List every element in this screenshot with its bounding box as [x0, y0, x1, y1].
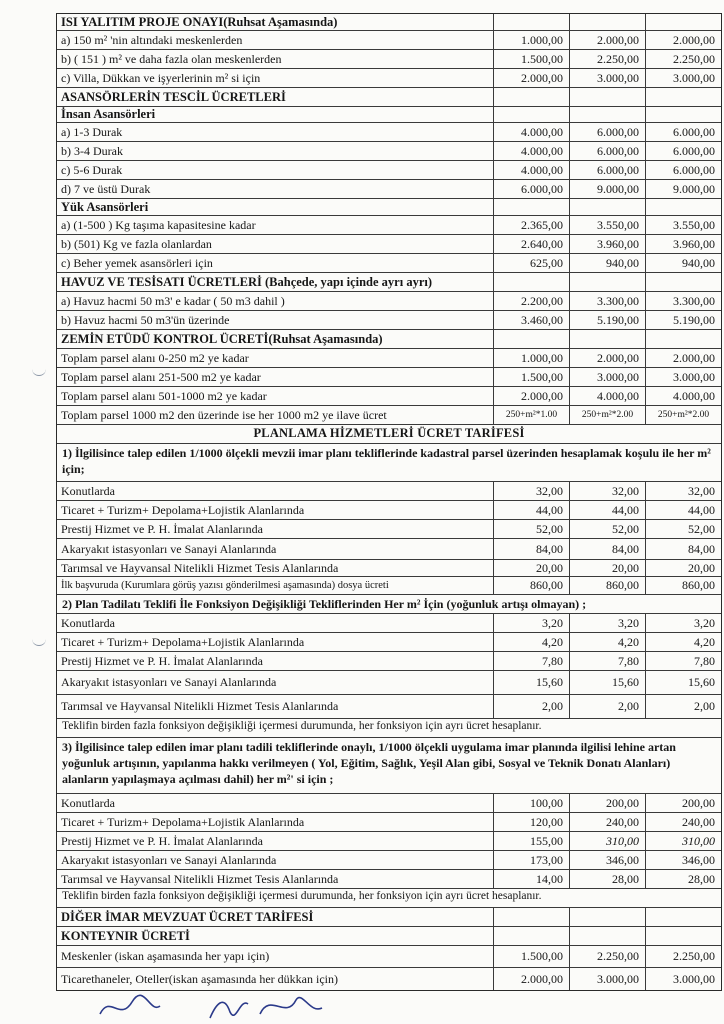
fee-row-label: Ticarethaneler, Oteller(iskan aşamasında her dükkan için)	[61, 971, 338, 986]
tariff-title	[57, 425, 721, 444]
fee-value-1: 7,80	[493, 652, 569, 670]
fee-value-3: 200,00	[645, 794, 721, 812]
fee-value-2: 3.000,00	[569, 368, 645, 386]
fee-row-label: Tarımsal ve Hayvansal Nitelikli Hizmet Tesis Alanlarında	[61, 699, 339, 713]
fee-value-1: 2,00	[493, 695, 569, 718]
fee-value-1: 52,00	[493, 520, 569, 538]
fee-row-label: c) Villa, Dükkan ve işyerlerinin m² si için	[61, 70, 261, 85]
fee-value-1: 1.500,00	[493, 50, 569, 68]
fee-value-3: 15,60	[645, 671, 721, 694]
fee-row	[57, 161, 721, 180]
section-heading	[57, 199, 721, 216]
empty-cell	[645, 107, 721, 122]
fee-value-1: 4.000,00	[493, 142, 569, 160]
fee-row-label: Toplam parsel alanı 501-1000 m2 ye kadar	[61, 388, 267, 403]
section-heading	[57, 273, 721, 292]
fee-value-1: 14,00	[493, 870, 569, 888]
empty-cell	[645, 14, 721, 30]
empty-cell	[645, 199, 721, 215]
fee-value-2: 5.190,00	[569, 311, 645, 329]
fee-row	[57, 69, 721, 88]
fee-row-label: Toplam parsel 1000 m2 den üzerinde ise her 1000 m2 ye ilave ücret	[61, 407, 387, 422]
fee-row-label: Akaryakıt istasyonları ve Sanayi Alanlarında	[61, 852, 277, 867]
fee-value-2: 6.000,00	[569, 142, 645, 160]
fee-value-3: 3.300,00	[645, 292, 721, 310]
fee-row	[57, 614, 721, 633]
fee-value-3: 250+m²*2.00	[645, 406, 721, 424]
fee-value-3: 3.550,00	[645, 216, 721, 234]
fee-row	[57, 387, 721, 406]
fee-row-label: c) Beher yemek asansörleri için	[61, 255, 213, 270]
section-heading-text: İnsan Asansörleri	[61, 107, 156, 121]
fee-value-1: 1.500,00	[493, 946, 569, 967]
fee-value-3: 6.000,00	[645, 123, 721, 141]
clause-paragraph	[57, 738, 721, 794]
fee-value-3: 28,00	[645, 870, 721, 888]
fee-value-2: 2.250,00	[569, 946, 645, 967]
fee-value-3: 2,00	[645, 695, 721, 718]
fee-row	[57, 539, 721, 560]
fee-row	[57, 813, 721, 832]
section-heading	[57, 107, 721, 123]
fee-value-2: 200,00	[569, 794, 645, 812]
fee-value-2: 860,00	[569, 577, 645, 594]
empty-cell	[569, 273, 645, 291]
clause-paragraph	[57, 595, 721, 614]
section-heading	[57, 927, 721, 946]
fee-row-label: b) (501) Kg ve fazla olanlardan	[61, 236, 212, 251]
fee-row	[57, 520, 721, 539]
fee-value-3: 44,00	[645, 501, 721, 519]
fee-row-label: Ticaret + Turizm+ Depolama+Lojistik Alanlarında	[61, 502, 305, 517]
fee-row-label: a) 150 m² 'nin altındaki meskenlerden	[61, 32, 243, 47]
fee-value-1: 1.000,00	[493, 349, 569, 367]
fee-value-3: 84,00	[645, 539, 721, 559]
fee-row	[57, 560, 721, 577]
fee-row-label: Akaryakıt istasyonları ve Sanayi Alanlarında	[61, 541, 277, 556]
fee-row	[57, 794, 721, 813]
fee-value-3: 2.250,00	[645, 50, 721, 68]
note-text: Teklifin birden fazla fonksiyon değişikliği içermesi durumunda, her fonksiyon için ayrı ücret hesaplanır.	[62, 890, 542, 902]
fee-value-3: 240,00	[645, 813, 721, 831]
section-heading	[57, 88, 721, 107]
note-row	[57, 889, 721, 908]
fee-value-1: 15,60	[493, 671, 569, 694]
empty-cell	[645, 330, 721, 348]
fee-tariff-table	[56, 13, 722, 991]
empty-cell	[569, 199, 645, 215]
fee-row	[57, 406, 721, 425]
punch-hole-mark	[32, 366, 46, 376]
fee-value-2: 15,60	[569, 671, 645, 694]
fee-value-1: 2.640,00	[493, 235, 569, 253]
fee-value-1: 625,00	[493, 254, 569, 272]
fee-row-label: Akaryakıt istasyonları ve Sanayi Alanlarında	[61, 675, 277, 689]
fee-value-2: 3,20	[569, 614, 645, 632]
fee-row-label: Tarımsal ve Hayvansal Nitelikli Hizmet Tesis Alanlarında	[61, 871, 339, 886]
fee-value-1: 2.000,00	[493, 968, 569, 990]
fee-value-1: 3,20	[493, 614, 569, 632]
fee-row	[57, 254, 721, 273]
fee-row-label: Prestij Hizmet ve P. H. İmalat Alanlarında	[61, 833, 263, 848]
fee-value-2: 44,00	[569, 501, 645, 519]
fee-value-2: 2,00	[569, 695, 645, 718]
section-heading	[57, 14, 721, 31]
section-heading	[57, 330, 721, 349]
fee-row-label: Ticaret + Turizm+ Depolama+Lojistik Alanlarında	[61, 814, 305, 829]
fee-value-2: 6.000,00	[569, 123, 645, 141]
fee-value-3: 5.190,00	[645, 311, 721, 329]
fee-value-3: 3.000,00	[645, 368, 721, 386]
empty-cell	[569, 88, 645, 106]
fee-value-1: 1.000,00	[493, 31, 569, 49]
fee-value-2: 2.250,00	[569, 50, 645, 68]
fee-value-2: 3.000,00	[569, 69, 645, 87]
fee-row	[57, 235, 721, 254]
fee-row	[57, 652, 721, 671]
fee-row	[57, 671, 721, 695]
fee-value-3: 3.960,00	[645, 235, 721, 253]
fee-value-1: 1.500,00	[493, 368, 569, 386]
empty-cell	[493, 107, 569, 122]
fee-row-label: Toplam parsel alanı 251-500 m2 ye kadar	[61, 369, 261, 384]
fee-row-label: Prestij Hizmet ve P. H. İmalat Alanlarında	[61, 521, 263, 536]
empty-cell	[493, 908, 569, 926]
fee-row-label: İlk başvuruda (Kurumlara görüş yazısı gönderilmesi aşamasında) dosya ücreti	[61, 580, 389, 591]
fee-value-2: 6.000,00	[569, 161, 645, 179]
fee-value-3: 3,20	[645, 614, 721, 632]
fee-value-1: 6.000,00	[493, 180, 569, 198]
fee-row	[57, 482, 721, 501]
fee-value-3: 6.000,00	[645, 142, 721, 160]
fee-value-2: 3.960,00	[569, 235, 645, 253]
fee-value-1: 2.000,00	[493, 387, 569, 405]
fee-row-label: Toplam parsel alanı 0-250 m2 ye kadar	[61, 350, 249, 365]
fee-row-label: a) Havuz hacmi 50 m3' e kadar ( 50 m3 dahil )	[61, 293, 285, 308]
empty-cell	[493, 199, 569, 215]
section-heading-text: ISI YALITIM PROJE ONAYI(Ruhsat Aşamasında)	[61, 14, 338, 29]
fee-row-label: c) 5-6 Durak	[61, 162, 123, 177]
fee-row-label: d) 7 ve üstü Durak	[61, 181, 151, 196]
fee-value-3: 2.000,00	[645, 349, 721, 367]
empty-cell	[569, 927, 645, 945]
fee-value-3: 52,00	[645, 520, 721, 538]
fee-value-2: 7,80	[569, 652, 645, 670]
punch-hole-mark	[32, 636, 46, 646]
empty-cell	[645, 927, 721, 945]
fee-value-2: 9.000,00	[569, 180, 645, 198]
fee-row-label: Konutlarda	[61, 615, 115, 630]
fee-value-3: 20,00	[645, 560, 721, 576]
empty-cell	[493, 14, 569, 30]
empty-cell	[645, 908, 721, 926]
section-heading-text: KONTEYNIR ÜCRETİ	[61, 928, 190, 943]
fee-value-3: 4.000,00	[645, 387, 721, 405]
empty-cell	[569, 107, 645, 122]
fee-value-2: 2.000,00	[569, 31, 645, 49]
fee-row	[57, 292, 721, 311]
empty-cell	[493, 927, 569, 945]
fee-value-3: 6.000,00	[645, 161, 721, 179]
fee-value-1: 20,00	[493, 560, 569, 576]
fee-row-label: Prestij Hizmet ve P. H. İmalat Alanlarında	[61, 653, 263, 668]
empty-cell	[493, 273, 569, 291]
fee-value-1: 250+m²*1.00	[493, 406, 569, 424]
fee-value-1: 100,00	[493, 794, 569, 812]
fee-row	[57, 180, 721, 199]
tariff-title-text: PLANLAMA HİZMETLERİ ÜCRET TARİFESİ	[253, 426, 525, 440]
fee-row-label: Tarımsal ve Hayvansal Nitelikli Hizmet Tesis Alanlarında	[61, 560, 339, 575]
clause-text: 1) İlgilisince talep edilen 1/1000 ölçekli mevzii imar planı tekliflerinde kadastral parsel üzerinden hesaplamak koşulu ile her m² için;	[62, 446, 711, 476]
fee-row	[57, 870, 721, 889]
fee-value-2: 346,00	[569, 851, 645, 869]
fee-value-1: 120,00	[493, 813, 569, 831]
fee-row-label: b) ( 151 ) m² ve daha fazla olan meskenlerden	[61, 51, 282, 66]
fee-value-1: 155,00	[493, 832, 569, 850]
fee-value-3: 2.000,00	[645, 31, 721, 49]
fee-value-3: 940,00	[645, 254, 721, 272]
fee-value-1: 2.000,00	[493, 69, 569, 87]
fee-row	[57, 946, 721, 968]
fee-row	[57, 349, 721, 368]
fee-row	[57, 311, 721, 330]
fee-value-1: 173,00	[493, 851, 569, 869]
section-heading-text: ZEMİN ETÜDÜ KONTROL ÜCRETİ(Ruhsat Aşamasında)	[61, 331, 383, 346]
section-heading-text: Yük Asansörleri	[61, 199, 149, 214]
fee-value-3: 346,00	[645, 851, 721, 869]
fee-row	[57, 216, 721, 235]
empty-cell	[493, 88, 569, 106]
fee-value-2: 3.550,00	[569, 216, 645, 234]
section-heading-text: ASANSÖRLERİN TESCİL ÜCRETLERİ	[61, 89, 286, 104]
note-row	[57, 719, 721, 738]
fee-value-3: 3.000,00	[645, 69, 721, 87]
fee-value-3: 310,00	[645, 832, 721, 850]
fee-row	[57, 31, 721, 50]
fee-value-1: 2.200,00	[493, 292, 569, 310]
fee-value-1: 4,20	[493, 633, 569, 651]
fee-value-1: 44,00	[493, 501, 569, 519]
fee-row-label: Konutlarda	[61, 483, 115, 498]
fee-value-2: 20,00	[569, 560, 645, 576]
fee-value-2: 310,00	[569, 832, 645, 850]
fee-row	[57, 50, 721, 69]
fee-value-1: 32,00	[493, 482, 569, 500]
fee-value-2: 32,00	[569, 482, 645, 500]
fee-row	[57, 368, 721, 387]
fee-value-2: 940,00	[569, 254, 645, 272]
fee-value-3: 7,80	[645, 652, 721, 670]
fee-value-2: 250+m²*2.00	[569, 406, 645, 424]
fee-value-1: 2.365,00	[493, 216, 569, 234]
fee-row-label: Ticaret + Turizm+ Depolama+Lojistik Alanlarında	[61, 634, 305, 649]
clause-text: 3) İlgilisince talep edilen imar planı tadili tekliflerinde onaylı, 1/1000 ölçekli uygulama imar planında ilgilisi lehine artan yoğunluk artışının, yapılanma hakkı verilmeyen ( Yol, Eğitim, Sağlık, Yeşil Alan gibi, Sosyal ve Teknik Donatı Alanları) alanların yapılaşmaya açılması dahil) her m²' si için ;	[62, 740, 676, 786]
signature-mark	[90, 984, 350, 1024]
fee-row	[57, 851, 721, 870]
fee-value-2: 4.000,00	[569, 387, 645, 405]
clause-text: 2) Plan Tadilatı Teklifi İle Fonksiyon Değişikliği Tekliflerinden Her m² İçin (yoğunluk artışı olmayan) ;	[62, 597, 587, 611]
fee-value-3: 4,20	[645, 633, 721, 651]
fee-value-1: 860,00	[493, 577, 569, 594]
fee-row-label: b) 3-4 Durak	[61, 143, 123, 158]
fee-row	[57, 577, 721, 595]
fee-row	[57, 123, 721, 142]
note-text: Teklifin birden fazla fonksiyon değişikliği içermesi durumunda, her fonksiyon için ayrı ücret hesaplanır.	[62, 720, 542, 732]
empty-cell	[569, 908, 645, 926]
fee-value-1: 4.000,00	[493, 161, 569, 179]
fee-value-2: 52,00	[569, 520, 645, 538]
section-heading	[57, 908, 721, 927]
empty-cell	[493, 330, 569, 348]
empty-cell	[569, 14, 645, 30]
fee-row-label: Meskenler (iskan aşamasında her yapı için)	[61, 949, 270, 963]
fee-row	[57, 695, 721, 719]
fee-value-2: 28,00	[569, 870, 645, 888]
fee-row-label: a) 1-3 Durak	[61, 124, 123, 139]
fee-value-2: 240,00	[569, 813, 645, 831]
fee-value-2: 2.000,00	[569, 349, 645, 367]
fee-value-1: 4.000,00	[493, 123, 569, 141]
section-heading-text: HAVUZ VE TESİSATI ÜCRETLERİ (Bahçede, yapı içinde ayrı ayrı)	[61, 274, 433, 289]
fee-value-1: 84,00	[493, 539, 569, 559]
fee-value-2: 3.300,00	[569, 292, 645, 310]
empty-cell	[645, 273, 721, 291]
fee-value-2: 4,20	[569, 633, 645, 651]
fee-value-3: 860,00	[645, 577, 721, 594]
fee-row-label: a) (1-500 ) Kg taşıma kapasitesine kadar	[61, 217, 256, 232]
fee-row-label: b) Havuz hacmi 50 m3'ün üzerinde	[61, 312, 230, 327]
fee-row-label: Konutlarda	[61, 795, 115, 810]
fee-row	[57, 633, 721, 652]
fee-value-3: 2.250,00	[645, 946, 721, 967]
fee-value-3: 9.000,00	[645, 180, 721, 198]
fee-value-1: 3.460,00	[493, 311, 569, 329]
fee-row	[57, 142, 721, 161]
clause-paragraph	[57, 444, 721, 482]
section-heading-text: DİĞER İMAR MEVZUAT ÜCRET TARİFESİ	[61, 909, 314, 924]
empty-cell	[645, 88, 721, 106]
fee-value-3: 3.000,00	[645, 968, 721, 990]
fee-row	[57, 832, 721, 851]
empty-cell	[569, 330, 645, 348]
fee-row	[57, 501, 721, 520]
fee-value-2: 84,00	[569, 539, 645, 559]
fee-value-2: 3.000,00	[569, 968, 645, 990]
fee-value-3: 32,00	[645, 482, 721, 500]
